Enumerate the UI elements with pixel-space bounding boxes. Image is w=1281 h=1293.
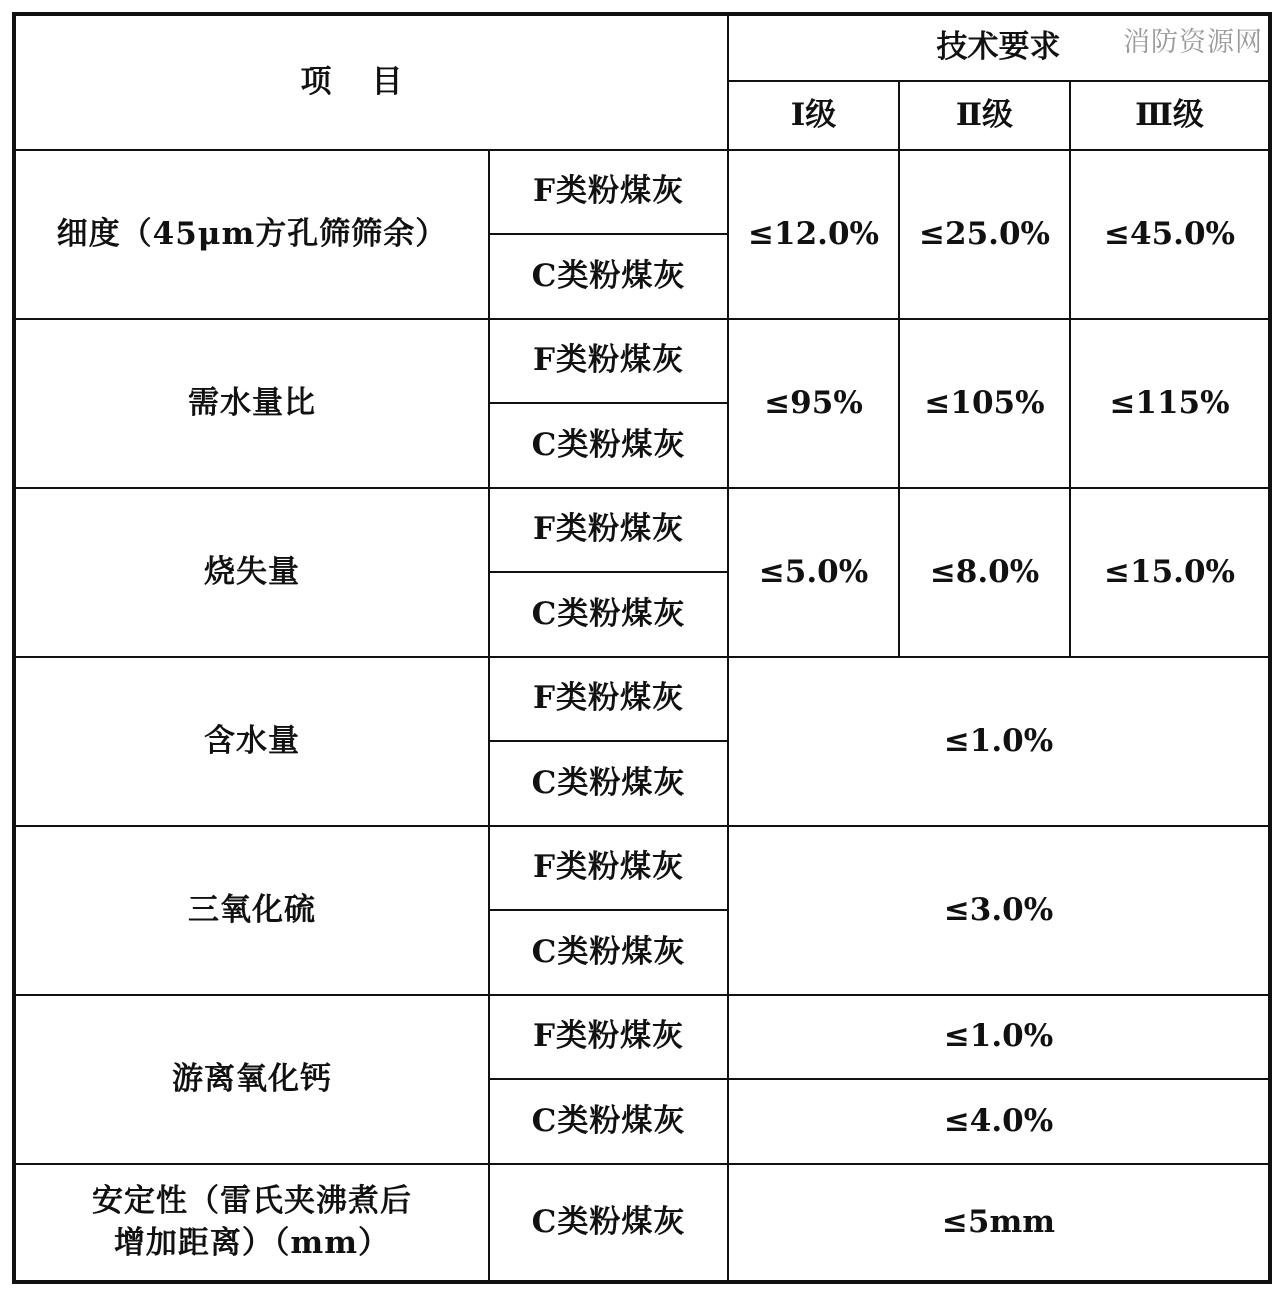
type-F: F类粉煤灰 [489,319,728,403]
type-F: F类粉煤灰 [489,150,728,234]
type-C: C类粉煤灰 [489,572,728,657]
soundness-value: ≤5mm [728,1164,1270,1282]
type-C: C类粉煤灰 [489,910,728,995]
row-label-moisture-content: 含水量 [14,657,489,826]
row-label-soundness [14,1164,489,1282]
fineness-grade-2: ≤25.0% [899,150,1070,319]
fineness-grade-3: ≤45.0% [1070,150,1270,319]
free-calcium-oxide-value-F: ≤1.0% [728,995,1270,1079]
header-tech-requirement: 技术要求 [728,14,1270,81]
type-F: F类粉煤灰 [489,488,728,572]
table-row [14,150,1270,234]
table-row [14,657,1270,741]
table-row [14,826,1270,910]
header-grade-1: Ⅰ级 [728,81,899,150]
free-calcium-oxide-value-C: ≤4.0% [728,1079,1270,1164]
type-F: F类粉煤灰 [489,657,728,741]
water-demand-grade-2: ≤105% [899,319,1070,488]
loss-on-ignition-grade-1: ≤5.0% [728,488,899,657]
type-C: C类粉煤灰 [489,741,728,826]
type-F: F类粉煤灰 [489,826,728,910]
type-C: C类粉煤灰 [489,1079,728,1164]
type-C: C类粉煤灰 [489,1164,728,1282]
table-row [14,488,1270,572]
soundness-label-line-2: 增加距离）（mm） [113,1224,391,1261]
soundness-label-line-1: 安定性（雷氏夹沸煮后 [92,1182,412,1219]
watermark: 消防资源网 [1121,20,1265,59]
fineness-grade-1: ≤12.0% [728,150,899,319]
sulfur-trioxide-value: ≤3.0% [728,826,1270,995]
fly-ash-spec-table [12,12,1272,1284]
water-demand-grade-1: ≤95% [728,319,899,488]
header-row-1 [14,14,1270,81]
table-row [14,995,1270,1079]
table-row [14,319,1270,403]
row-label-free-calcium-oxide: 游离氧化钙 [14,995,489,1164]
row-label-sulfur-trioxide: 三氧化硫 [14,826,489,995]
type-F: F类粉煤灰 [489,995,728,1079]
header-item: 项目 [14,14,728,150]
loss-on-ignition-grade-2: ≤8.0% [899,488,1070,657]
water-demand-grade-3: ≤115% [1070,319,1270,488]
row-label-water-demand-ratio: 需水量比 [14,319,489,488]
row-label-loss-on-ignition: 烧失量 [14,488,489,657]
row-label-fineness: 细度（45μm方孔筛筛余） [14,150,489,319]
loss-on-ignition-grade-3: ≤15.0% [1070,488,1270,657]
type-C: C类粉煤灰 [489,234,728,319]
table-row [14,1164,1270,1282]
type-C: C类粉煤灰 [489,403,728,488]
header-grade-2: Ⅱ级 [899,81,1070,150]
header-grade-3: Ⅲ级 [1070,81,1270,150]
moisture-content-value: ≤1.0% [728,657,1270,826]
